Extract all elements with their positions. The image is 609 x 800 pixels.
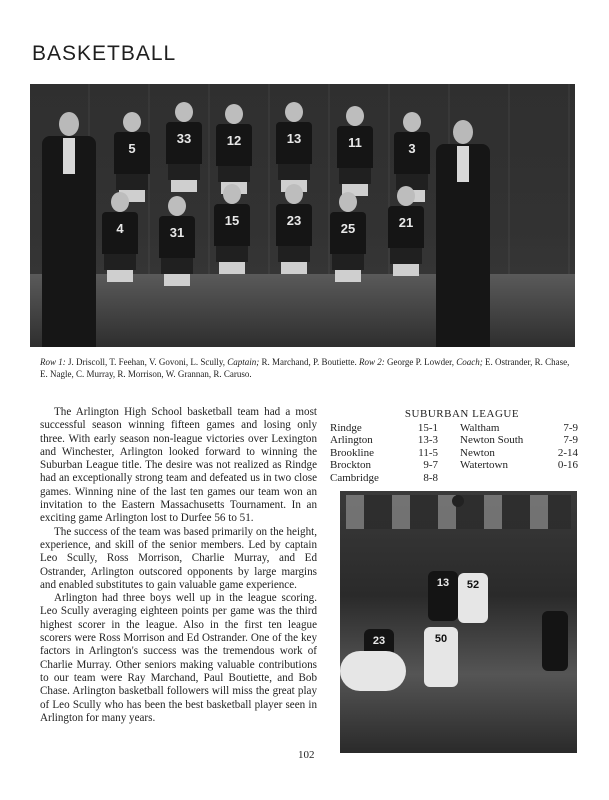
game-action-photo [340, 491, 577, 753]
row1-names-cont: R. Marchand, P. Boutiette. [261, 357, 357, 367]
jersey-number: 33 [166, 122, 202, 164]
back-row-player [162, 102, 206, 192]
jersey-number: 21 [388, 206, 424, 248]
row2-role: Coach; [456, 357, 483, 367]
jersey-number: 23 [372, 635, 386, 647]
player [424, 627, 458, 687]
jersey-number: 25 [330, 212, 366, 254]
row1-role: Captain; [227, 357, 260, 367]
jumping-player [428, 571, 458, 621]
front-row-player [272, 184, 316, 274]
team-name: Brookline [330, 446, 374, 459]
page-heading: BASKETBALL [32, 42, 177, 65]
jersey-number: 5 [114, 132, 150, 174]
player [542, 611, 568, 671]
player [340, 651, 406, 691]
page-number: 102 [298, 749, 315, 761]
jersey-number: 52 [466, 579, 480, 591]
team-name: Cambridge [330, 471, 379, 484]
jersey-number: 13 [276, 122, 312, 164]
jumping-player [458, 573, 488, 623]
jersey-number: 13 [436, 577, 450, 589]
row1-label: Row 1: [40, 357, 66, 367]
basketball [452, 495, 464, 507]
article-body [40, 406, 317, 725]
back-row-player [212, 104, 256, 194]
back-row-player [110, 112, 154, 202]
team-name: Brockton [330, 459, 371, 472]
jersey-number: 3 [394, 132, 430, 174]
jersey-number: 4 [102, 212, 138, 254]
jersey-number: 23 [276, 204, 312, 246]
league-standings [330, 408, 578, 485]
jersey-number: 50 [434, 633, 448, 645]
team-record: 8-8 [423, 471, 438, 484]
table-row [330, 447, 578, 460]
paragraph: The Arlington High School basketball team had a most successful season winning fifteen games and losing only three. With early season non-league victories over Lexington and Winchester, Arlington looked forward to winning the Suburban League title. The desire was not realized as Rindge had an exceptionally strong team and defeated us in two close games. Winning nine of the last ten games our team won an invitation to the Eastern Massachusetts Tournament. In an exciting game Arlington lost to Durfee 56 to 51. [40, 406, 317, 525]
team-record: 15-1 [417, 421, 438, 434]
team-name: Arlington [330, 434, 373, 447]
jersey-number: 15 [214, 204, 250, 246]
team-name: Watertown [460, 459, 508, 472]
front-row-player [326, 192, 370, 282]
team-record: 2-14 [557, 446, 578, 459]
team-name: Newton [460, 446, 495, 459]
front-row-player [155, 196, 199, 286]
team-record: 7-9 [563, 421, 578, 434]
front-row-player [384, 186, 428, 276]
paragraph: Arlington had three boys well up in the league scoring. Leo Scully averaging eighteen points per game was the third highest scorer in the league. Also in the first ten league scorers were Ross Morrison and Ed Ostrander. One of the key factors in Arlington's success was the tremendous work of Charlie Murray. Other seniors making valuable contributions to our team were Ray Marchand, Paul Boutiette, and Bob Chase. Arlington basketball followers will miss the great play of Leo Scully who has been the best basketball player seen in Arlington for many years. [40, 592, 317, 724]
team-photo-caption [40, 357, 575, 380]
row1-names: J. Driscoll, T. Feehan, V. Govoni, L. Scully, [68, 357, 225, 367]
team-record: 9-7 [423, 459, 438, 472]
standings-title: SUBURBAN LEAGUE [404, 408, 520, 420]
coach-figure [38, 112, 100, 347]
jersey-number: 11 [337, 126, 373, 168]
table-row [330, 422, 578, 435]
team-record: 13-3 [417, 434, 438, 447]
team-name: Rindge [330, 421, 362, 434]
manager-figure [432, 120, 494, 347]
row2-names: George P. Lowder, [387, 357, 454, 367]
standings-table [330, 422, 578, 485]
jersey-number: 31 [159, 216, 195, 258]
row2-label: Row 2: [359, 357, 385, 367]
front-row-player [210, 184, 254, 274]
team-name: Waltham [460, 421, 500, 434]
team-name: Newton South [460, 434, 524, 447]
row2-names-cont: E. Ostrander, R. Chase, E. Nagle, C. Murray, R. Morrison, W. Grannan, R. Caruso. [40, 357, 570, 379]
team-record: 11-5 [418, 446, 438, 459]
front-row-player [98, 192, 142, 282]
back-row-player [333, 106, 377, 196]
jersey-number: 12 [216, 124, 252, 166]
team-record [550, 472, 578, 485]
back-row-player [272, 102, 316, 192]
paragraph: The success of the team was based primarily on the height, experience, and skill of the senior members. Led by captain Leo Scully, Ross Morrison, Charlie Murray, and Ed Ostrander, Arlington outscored opponents by large margins and enabled substitutes to gain valuable game experience. [40, 525, 317, 591]
table-row [330, 434, 578, 447]
team-record: 7-9 [563, 434, 578, 447]
table-row [330, 459, 578, 472]
team-name [448, 472, 550, 485]
team-photo [30, 84, 575, 347]
table-row [330, 472, 578, 485]
team-record: 0-16 [557, 459, 578, 472]
